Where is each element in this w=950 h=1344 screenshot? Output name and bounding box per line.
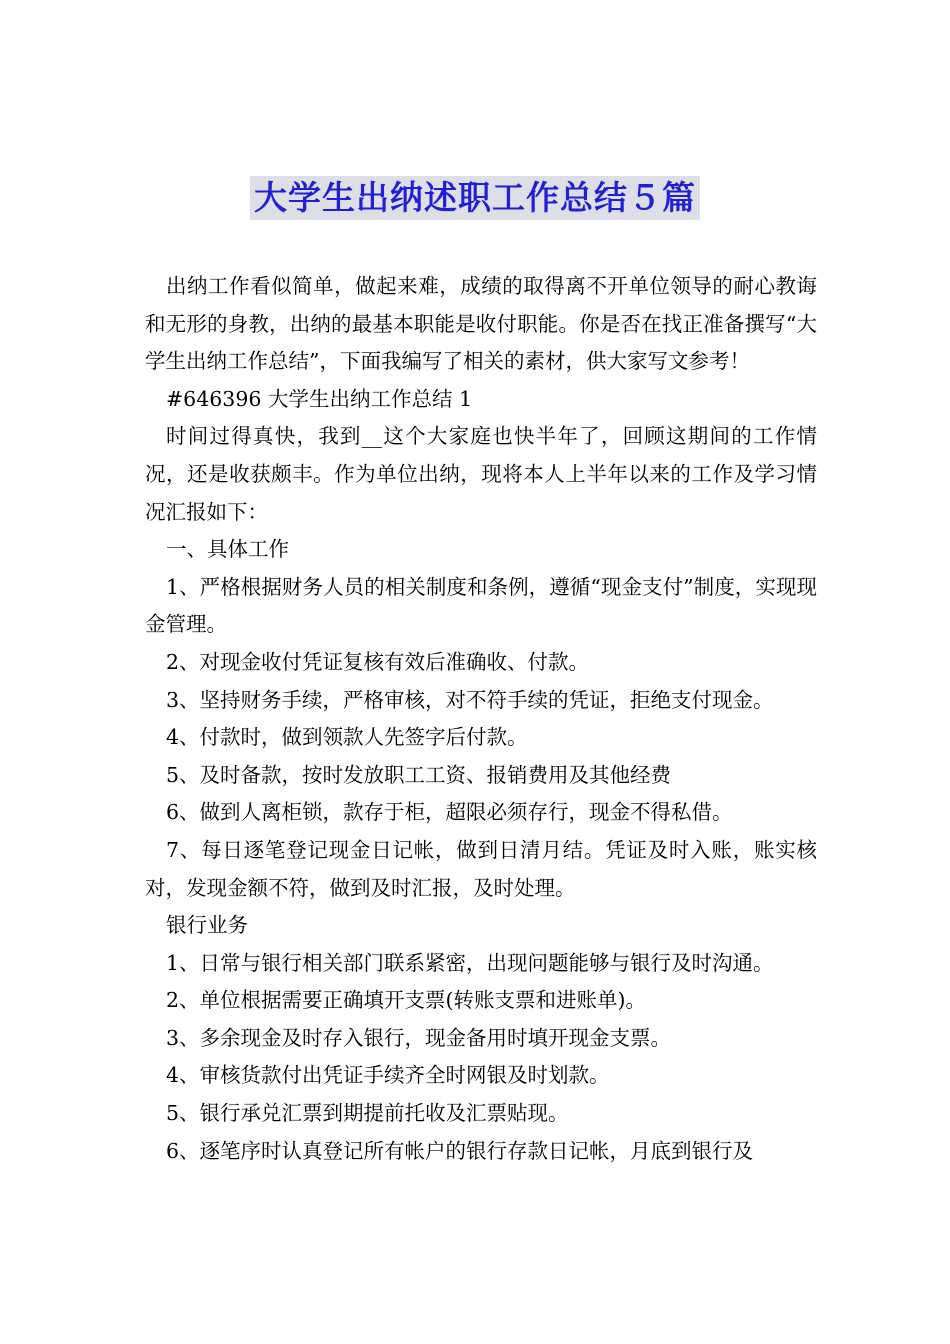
list-item: 7、每日逐笔登记现金日记帐，做到日清月结。凭证及时入账，账实核对，发现金额不符，做到及时汇报，及时处理。: [145, 837, 817, 900]
subsection-heading: 一、具体工作: [166, 537, 289, 562]
document-title: 大学生出纳述职工作总结５篇: [250, 176, 700, 220]
list-item: 3、坚持财务手续，严格审核，对不符手续的凭证，拒绝支付现金。: [166, 687, 774, 712]
list-item: 1、日常与银行相关部门联系紧密，出现问题能够与银行及时沟通。: [166, 950, 774, 975]
list-item: 4、审核货款付出凭证手续齐全时网银及时划款。: [166, 1063, 610, 1088]
list-item: 3、多余现金及时存入银行，现金备用时填开现金支票。: [166, 1025, 672, 1050]
list-item: 5、银行承兑汇票到期提前托收及汇票贴现。: [166, 1101, 569, 1126]
list-item: 6、逐笔序时认真登记所有帐户的银行存款日记帐，月底到银行及: [166, 1138, 754, 1163]
intro-paragraph: 出纳工作看似简单，做起来难，成绩的取得离不开单位领导的耐心教诲和无形的身教，出纳的最基本职能是收付职能。你是否在找正准备撰写“大学生出纳工作总结”，下面我编写了相关的素材，供大家写文参考！: [145, 274, 817, 374]
body-paragraph: 时间过得真快，我到__这个大家庭也快半年了，回顾这期间的工作情况，还是收获颇丰。作为单位出纳，现将本人上半年以来的工作及学习情况汇报如下：: [145, 424, 817, 524]
list-item: 2、对现金收付凭证复核有效后准确收、付款。: [166, 649, 590, 674]
list-item: 1、严格根据财务人员的相关制度和条例，遵循“现金支付”制度，实现现金管理。: [145, 574, 817, 637]
section-heading: #646396 大学生出纳工作总结 1: [166, 386, 473, 411]
list-item: 2、单位根据需要正确填开支票(转账支票和进账单)。: [166, 988, 647, 1013]
list-item: 5、及时备款，按时发放职工工资、报销费用及其他经费: [166, 762, 672, 787]
list-item: 4、付款时，做到领款人先签字后付款。: [166, 725, 528, 750]
title-container: [0, 176, 950, 220]
document-body: [145, 268, 817, 1170]
subsection-heading: 银行业务: [166, 913, 248, 938]
list-item: 6、做到人离柜锁，款存于柜，超限必须存行，现金不得私借。: [166, 800, 733, 825]
